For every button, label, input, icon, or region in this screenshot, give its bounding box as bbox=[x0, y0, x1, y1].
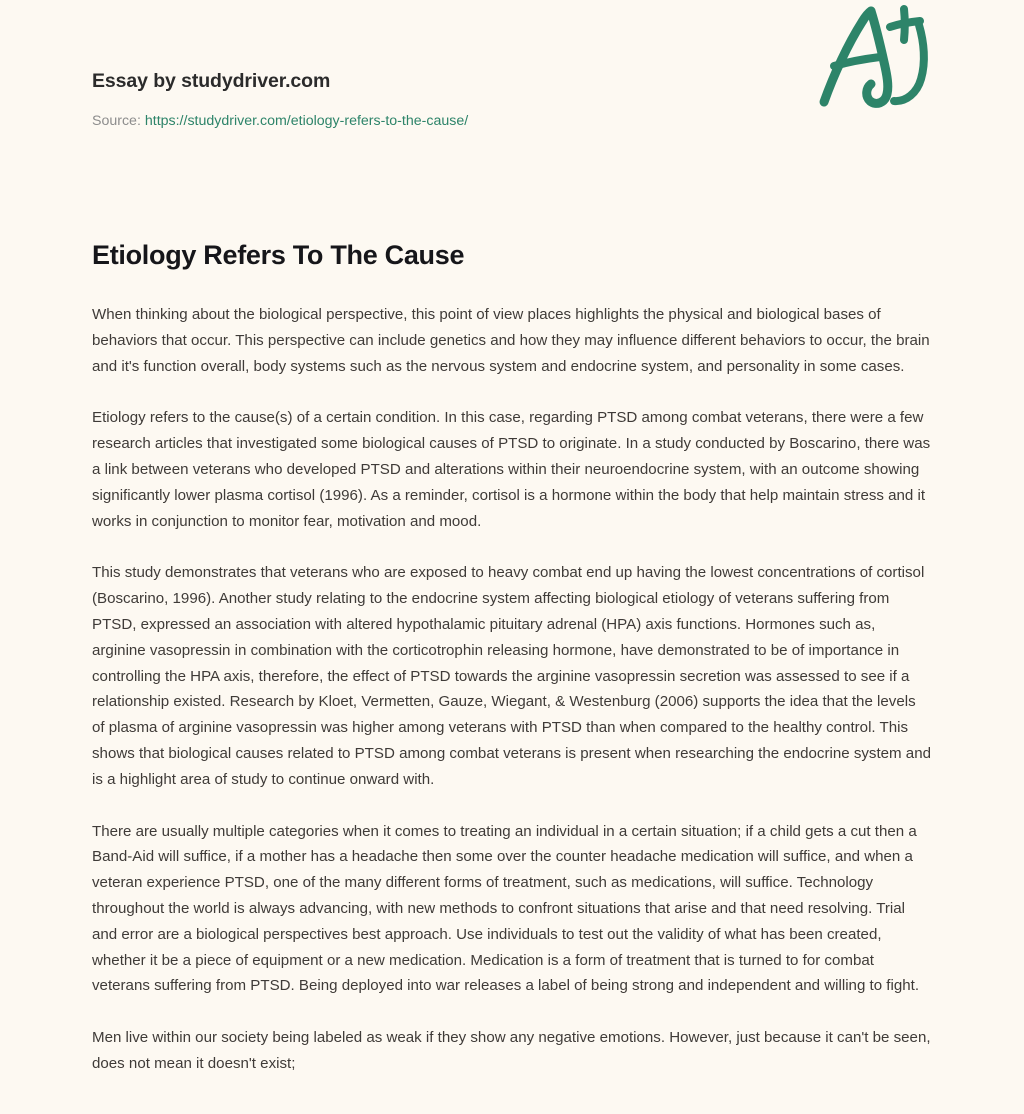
paragraph: Etiology refers to the cause(s) of a certain condition. In this case, regarding PTSD among combat veterans, there were a few research articles that investigated some biological causes of PTSD to originate. In a study conducted by Boscarino, there was a link between veterans who developed PTSD and alterations within their neuroendocrine system, with an outcome showing significantly lower plasma cortisol (1996). As a reminder, cortisol is a hormone within the body that help maintain stress and it works in conjunction to monitor fear, motivation and mood. bbox=[92, 409, 931, 530]
page-header bbox=[92, 0, 932, 152]
source-url-link[interactable]: https://studydriver.com/etiology-refers-to-the-cause/ bbox=[144, 112, 469, 129]
essay-body bbox=[92, 271, 932, 1077]
studydriver-a-plus-logo-icon bbox=[804, 0, 936, 114]
paragraph: When thinking about the biological perspective, this point of view places highlights the physical and biological bases of behaviors that occur. This perspective can include genetics and how they may influence different behaviors to occur, the brain and it's function overall, body systems such as the nervous system and endocrine system, and personality in some cases. bbox=[92, 306, 930, 375]
paragraph: Men live within our society being labeled as weak if they show any negative emotions. However, just because it can't be seen, does not mean it doesn't exist; bbox=[92, 1029, 931, 1072]
source-line bbox=[92, 114, 932, 128]
paragraph: There are usually multiple categories when it comes to treating an individual in a certain situation; if a child gets a cut then a Band-Aid will suffice, if a mother has a headache then some over the counter headache medication will suffice, and when a veteran experience PTSD, one of the many different forms of treatment, such as medications, will suffice. Technology throughout the world is always advancing, with new methods to confront situations that arise and that need resolving. Trial and error are a biological perspectives best approach. Use individuals to test out the validity of what has been created, whether it be a piece of equipment or a new medication. Medication is a form of treatment that is turned to for combat veterans suffering from PTSD. Being deployed into war releases a label of being strong and independent and willing to fight. bbox=[92, 822, 920, 995]
brand-title: Essay by studydriver.com bbox=[92, 70, 331, 92]
page-title: Etiology Refers To The Cause bbox=[92, 240, 465, 270]
source-label: Source: bbox=[92, 112, 141, 129]
paragraph: This study demonstrates that veterans who are exposed to heavy combat end up having the lowest concentrations of cortisol (Boscarino, 1996). Another study relating to the endocrine system affecting biological etiology of veterans suffering from PTSD, expressed an association with altered hypothalamic pituitary adrenal (HPA) axis functions. Hormones such as, arginine vasopressin in combination with the corticotrophin releasing hormone, have demonstrated to be of importance in controlling the HPA axis, therefore, the effect of PTSD towards the arginine vasopressin secretion was assessed to see if a relationship existed. Research by Kloet, Vermetten, Gauze, Wiegant, & Westenburg (2006) supports the idea that the levels of plasma of arginine vasopressin was higher among veterans with PTSD than when compared to the healthy control. This shows that biological causes related to PTSD among combat veterans is present when researching the endocrine system and is a highlight area of study to continue onward with. bbox=[92, 564, 931, 788]
